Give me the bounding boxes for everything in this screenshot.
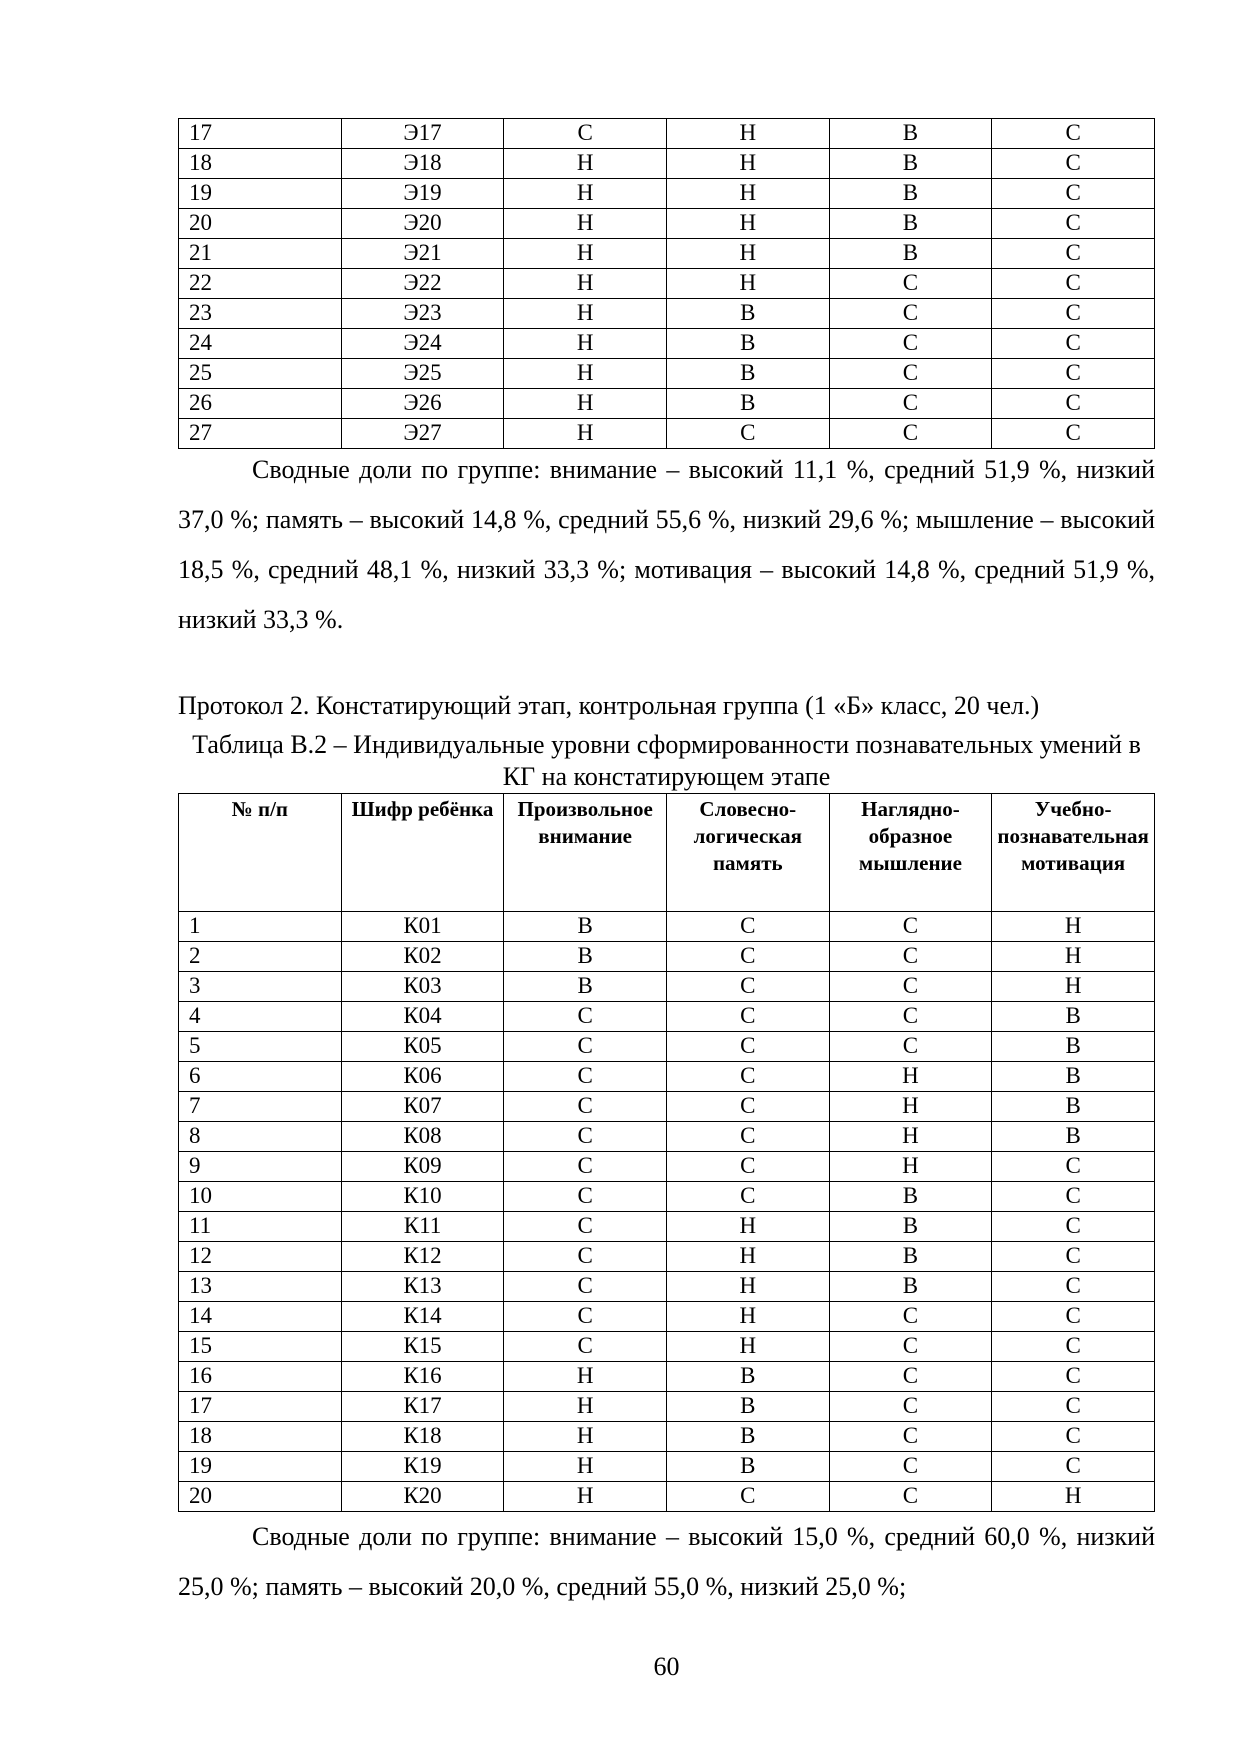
table-cell: 21: [179, 239, 342, 269]
table-row: [179, 419, 1155, 449]
table-cell: К01: [341, 912, 504, 942]
table-cell: В: [829, 239, 992, 269]
table-cell: К20: [341, 1482, 504, 1512]
table-cell: Н: [666, 239, 829, 269]
table-cell: В: [666, 359, 829, 389]
table-cell: К07: [341, 1092, 504, 1122]
table-cell: С: [504, 1332, 667, 1362]
table-cell: Н: [666, 1212, 829, 1242]
table-cell: 14: [179, 1302, 342, 1332]
table-row: [179, 1452, 1155, 1482]
table-cell: 18: [179, 149, 342, 179]
table-row: [179, 972, 1155, 1002]
table-row: [179, 389, 1155, 419]
table-row: [179, 329, 1155, 359]
table-cell: Н: [666, 1242, 829, 1272]
table-cell: С: [829, 359, 992, 389]
table-cell: 13: [179, 1272, 342, 1302]
table-cell: К05: [341, 1032, 504, 1062]
table-cell: 19: [179, 179, 342, 209]
table-cell: С: [829, 389, 992, 419]
table-cell: К12: [341, 1242, 504, 1272]
table-cell: С: [992, 419, 1155, 449]
table-cell: Н: [829, 1152, 992, 1182]
table-cell: С: [829, 972, 992, 1002]
table-cell: Н: [504, 329, 667, 359]
table-cell: 10: [179, 1182, 342, 1212]
table-cell: С: [504, 1122, 667, 1152]
table-cell: С: [666, 912, 829, 942]
table-cell: Н: [504, 1392, 667, 1422]
table-cell: Н: [504, 1482, 667, 1512]
table-cell: С: [829, 1452, 992, 1482]
table-cell: В: [829, 1272, 992, 1302]
table-cell: К02: [341, 942, 504, 972]
table-cell: С: [666, 972, 829, 1002]
table-row: [179, 149, 1155, 179]
table-cell: Н: [504, 1422, 667, 1452]
table-cell: 9: [179, 1152, 342, 1182]
table-cell: С: [992, 119, 1155, 149]
table-cell: С: [666, 1482, 829, 1512]
table-cell: С: [666, 1002, 829, 1032]
table-cell: 23: [179, 299, 342, 329]
table-cell: К03: [341, 972, 504, 1002]
table-cell: Н: [666, 119, 829, 149]
summary-paragraph-1: Сводные доли по группе: внимание – высокий 11,1 %, средний 51,9 %, низкий 37,0 %; память – высокий 14,8 %, средний 55,6 %, низкий 29,6 %; мышление – высокий 18,5 %, средний 48,1 %, низкий 33,3 %; мотивация – высокий 14,8 %, средний 51,9 %, низкий 33,3 %.: [178, 455, 1155, 634]
table-row: [179, 359, 1155, 389]
table-cell: Э20: [341, 209, 504, 239]
table-cell: С: [992, 269, 1155, 299]
table-row: [179, 1152, 1155, 1182]
table-cell: К08: [341, 1122, 504, 1152]
table-cell: К06: [341, 1062, 504, 1092]
table-cell: Э18: [341, 149, 504, 179]
table-cell: В: [666, 1422, 829, 1452]
table-cell: Э19: [341, 179, 504, 209]
table-cell: В: [666, 1452, 829, 1482]
table-row: [179, 1362, 1155, 1392]
table-cell: С: [992, 1272, 1155, 1302]
table-row: [179, 942, 1155, 972]
table-cell: Н: [992, 972, 1155, 1002]
table-cell: 15: [179, 1332, 342, 1362]
table-cell: Э26: [341, 389, 504, 419]
table-cell: С: [504, 1092, 667, 1122]
table-row: [179, 1482, 1155, 1512]
table-cell: С: [666, 1122, 829, 1152]
table-cell: С: [992, 389, 1155, 419]
table-cell: С: [666, 419, 829, 449]
table-cell: В: [992, 1062, 1155, 1092]
table-cell: С: [992, 209, 1155, 239]
table-cell: Э24: [341, 329, 504, 359]
table-cell: С: [666, 1062, 829, 1092]
table-cell: 16: [179, 1362, 342, 1392]
table-cell: С: [992, 329, 1155, 359]
table-cell: С: [666, 942, 829, 972]
table-cell: Н: [504, 299, 667, 329]
table-cell: С: [504, 1032, 667, 1062]
column-header: Учебно-познавательная мотивация: [992, 794, 1155, 912]
table-cell: 18: [179, 1422, 342, 1452]
table-cell: 6: [179, 1062, 342, 1092]
table-cell: 4: [179, 1002, 342, 1032]
table-cell: В: [829, 1212, 992, 1242]
table-cell: С: [829, 1482, 992, 1512]
table-cell: В: [992, 1032, 1155, 1062]
table-cell: К15: [341, 1332, 504, 1362]
table-row: [179, 1092, 1155, 1122]
table-cell: С: [992, 149, 1155, 179]
table-cell: С: [992, 359, 1155, 389]
table-1-continuation: [178, 118, 1155, 449]
document-page: [178, 118, 1155, 1612]
table-cell: К18: [341, 1422, 504, 1452]
table-cell: Н: [504, 149, 667, 179]
table-cell: Э25: [341, 359, 504, 389]
table-cell: К19: [341, 1452, 504, 1482]
table-cell: К04: [341, 1002, 504, 1032]
table-cell: В: [666, 1362, 829, 1392]
table-cell: С: [504, 1152, 667, 1182]
table-row: [179, 1002, 1155, 1032]
table-row: [179, 1212, 1155, 1242]
table-cell: Н: [504, 359, 667, 389]
table-cell: С: [992, 239, 1155, 269]
table-cell: В: [666, 299, 829, 329]
table-cell: С: [992, 179, 1155, 209]
table-row: [179, 1272, 1155, 1302]
table-cell: 2: [179, 942, 342, 972]
column-header: № п/п: [179, 794, 342, 912]
table-cell: 17: [179, 1392, 342, 1422]
table-cell: С: [992, 1212, 1155, 1242]
table-cell: 25: [179, 359, 342, 389]
table-cell: В: [829, 1182, 992, 1212]
table-cell: С: [829, 1422, 992, 1452]
table-cell: Н: [666, 209, 829, 239]
table-1-body: [179, 119, 1155, 449]
table-cell: 24: [179, 329, 342, 359]
table-row: [179, 299, 1155, 329]
table-cell: С: [992, 1152, 1155, 1182]
table-cell: С: [504, 1182, 667, 1212]
page-number: 60: [653, 1652, 680, 1681]
table-cell: С: [992, 1392, 1155, 1422]
table-cell: В: [829, 149, 992, 179]
table-cell: Н: [504, 209, 667, 239]
table-cell: К09: [341, 1152, 504, 1182]
table-cell: Н: [504, 269, 667, 299]
table-cell: Н: [992, 942, 1155, 972]
table-cell: С: [829, 1362, 992, 1392]
table-cell: 3: [179, 972, 342, 1002]
table-cell: С: [829, 329, 992, 359]
table-cell: Н: [504, 239, 667, 269]
column-header: Произвольное внимание: [504, 794, 667, 912]
table-cell: К17: [341, 1392, 504, 1422]
table-cell: В: [829, 179, 992, 209]
table-cell: С: [504, 1302, 667, 1332]
table-cell: С: [829, 1032, 992, 1062]
table-cell: Н: [666, 149, 829, 179]
table-cell: С: [992, 1332, 1155, 1362]
table-row: [179, 239, 1155, 269]
table-cell: 17: [179, 119, 342, 149]
table-cell: Э23: [341, 299, 504, 329]
table-cell: Н: [504, 1362, 667, 1392]
table-2-header-row: [179, 794, 1155, 912]
table-cell: Н: [504, 419, 667, 449]
table-cell: С: [504, 1272, 667, 1302]
table-cell: В: [666, 1392, 829, 1422]
table-cell: 20: [179, 209, 342, 239]
table-cell: 5: [179, 1032, 342, 1062]
table-cell: В: [829, 119, 992, 149]
table-cell: С: [992, 1242, 1155, 1272]
table-row: [179, 1332, 1155, 1362]
column-header: Словесно-логическая память: [666, 794, 829, 912]
table-cell: С: [829, 1332, 992, 1362]
table-2-caption: Таблица В.2 – Индивидуальные уровни сформированности познавательных умений в КГ на констатирующем этапе: [192, 730, 1141, 791]
table-cell: С: [829, 1302, 992, 1332]
table-cell: 12: [179, 1242, 342, 1272]
table-cell: С: [992, 1182, 1155, 1212]
table-cell: Н: [829, 1092, 992, 1122]
table-cell: С: [992, 1422, 1155, 1452]
table-cell: С: [666, 1092, 829, 1122]
table-cell: 11: [179, 1212, 342, 1242]
table-cell: 27: [179, 419, 342, 449]
table-cell: Э27: [341, 419, 504, 449]
table-cell: С: [992, 1452, 1155, 1482]
table-cell: В: [504, 972, 667, 1002]
table-cell: Н: [666, 1302, 829, 1332]
table-cell: Н: [504, 179, 667, 209]
table-cell: Н: [666, 179, 829, 209]
table-cell: Э22: [341, 269, 504, 299]
table-cell: Н: [666, 1272, 829, 1302]
table-row: [179, 1302, 1155, 1332]
table-cell: 7: [179, 1092, 342, 1122]
table-row: [179, 1422, 1155, 1452]
table-cell: В: [504, 942, 667, 972]
table-cell: Н: [829, 1122, 992, 1152]
table-row: [179, 1122, 1155, 1152]
table-cell: С: [829, 419, 992, 449]
table-cell: 22: [179, 269, 342, 299]
table-cell: К16: [341, 1362, 504, 1392]
table-2: [178, 793, 1155, 1512]
table-cell: Э17: [341, 119, 504, 149]
table-row: [179, 1392, 1155, 1422]
table-cell: 20: [179, 1482, 342, 1512]
column-header: Наглядно-образное мышление: [829, 794, 992, 912]
table-cell: К10: [341, 1182, 504, 1212]
table-cell: В: [992, 1122, 1155, 1152]
table-row: [179, 209, 1155, 239]
table-cell: В: [829, 1242, 992, 1272]
table-cell: С: [504, 1242, 667, 1272]
table-cell: С: [666, 1032, 829, 1062]
table-cell: Н: [992, 912, 1155, 942]
column-header: Шифр ребёнка: [341, 794, 504, 912]
table-cell: С: [666, 1182, 829, 1212]
table-cell: 8: [179, 1122, 342, 1152]
protocol-2-title: Протокол 2. Констатирующий этап, контрольная группа (1 «Б» класс, 20 чел.): [178, 691, 1040, 720]
table-cell: С: [829, 1392, 992, 1422]
table-cell: Н: [666, 269, 829, 299]
table-row: [179, 179, 1155, 209]
table-cell: В: [829, 209, 992, 239]
table-cell: С: [829, 942, 992, 972]
table-2-body: [179, 912, 1155, 1512]
table-row: [179, 1032, 1155, 1062]
table-cell: К11: [341, 1212, 504, 1242]
table-cell: С: [666, 1152, 829, 1182]
table-cell: С: [829, 299, 992, 329]
table-cell: С: [829, 912, 992, 942]
table-cell: С: [992, 1302, 1155, 1332]
table-row: [179, 1182, 1155, 1212]
table-row: [179, 912, 1155, 942]
table-cell: С: [504, 1062, 667, 1092]
table-row: [179, 119, 1155, 149]
table-cell: Н: [666, 1332, 829, 1362]
table-cell: С: [829, 1002, 992, 1032]
table-cell: С: [829, 269, 992, 299]
table-cell: Н: [992, 1482, 1155, 1512]
table-cell: Н: [829, 1062, 992, 1092]
table-cell: К14: [341, 1302, 504, 1332]
table-cell: В: [992, 1092, 1155, 1122]
table-cell: Э21: [341, 239, 504, 269]
table-cell: 19: [179, 1452, 342, 1482]
table-cell: 1: [179, 912, 342, 942]
table-cell: В: [992, 1002, 1155, 1032]
table-cell: С: [504, 119, 667, 149]
table-cell: С: [504, 1002, 667, 1032]
table-cell: С: [992, 299, 1155, 329]
table-cell: В: [666, 329, 829, 359]
table-cell: К13: [341, 1272, 504, 1302]
table-row: [179, 1062, 1155, 1092]
summary-paragraph-2: Сводные доли по группе: внимание – высокий 15,0 %, средний 60,0 %, низкий 25,0 %; память – высокий 20,0 %, средний 55,0 %, низкий 25,0 %;: [178, 1522, 1155, 1601]
table-cell: 26: [179, 389, 342, 419]
table-cell: В: [504, 912, 667, 942]
table-row: [179, 1242, 1155, 1272]
table-cell: С: [992, 1362, 1155, 1392]
table-cell: Н: [504, 389, 667, 419]
table-cell: С: [504, 1212, 667, 1242]
table-cell: Н: [504, 1452, 667, 1482]
table-cell: В: [666, 389, 829, 419]
table-row: [179, 269, 1155, 299]
